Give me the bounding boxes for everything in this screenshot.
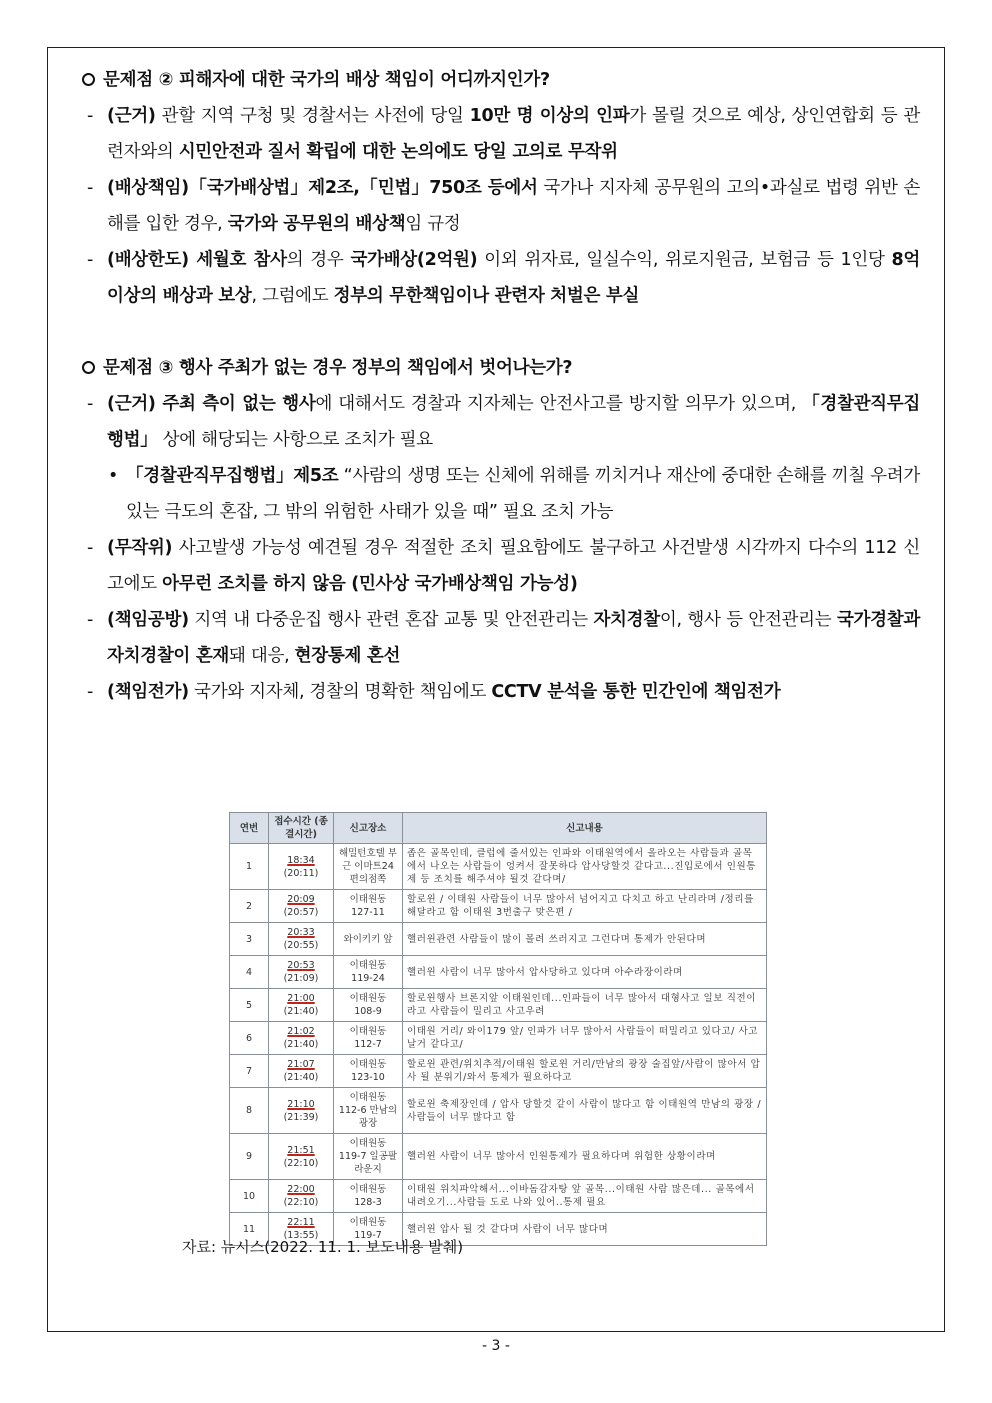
row-content: 이태원 거리/ 와이179 앞/ 인파가 너무 많아서 사람들이 떠밀리고 있다고/ 사고날거 같다고/ (403, 1022, 767, 1055)
row-time (269, 923, 334, 956)
report-table-body (230, 844, 767, 1246)
row-time (269, 1022, 334, 1055)
row-received-time: 18:34 (287, 854, 315, 866)
table-row (230, 1134, 767, 1180)
row-no: 4 (230, 956, 269, 989)
row-time (269, 956, 334, 989)
row-place: 이태원동 112-7 (334, 1022, 403, 1055)
section2-item-liability: - (배상책임)「국가배상법」제2조,「민법」750조 등에서 국가나 지자체 공무원의 고의•과실로 법령 위반 손해를 입한 경우, 국가와 공무원의 배상책임 규정 (87, 178, 920, 234)
row-content: 이태원 위치파악해서...이바돔감자탕 앞 골목...이태원 사람 많은데... 골목에서 내려오기...사람들 도로 나와 있어..통제 필요 (403, 1180, 767, 1213)
circle-bullet-icon (82, 73, 95, 86)
row-closed-time: (13:55) (283, 1230, 319, 1241)
row-time (269, 1134, 334, 1180)
row-time (269, 989, 334, 1022)
row-closed-time: (20:55) (283, 940, 319, 951)
row-closed-time: (21:39) (283, 1111, 319, 1123)
row-no: 9 (230, 1134, 269, 1180)
row-time (269, 890, 334, 923)
section3-item-shift: - (책임전가) 국가와 지자체, 경찰의 명확한 책임에도 CCTV 분석을 통한 민간인에 책임전가 (87, 682, 781, 702)
row-content: 핼러윈 사람이 너무 많아서 압사당하고 있다며 아수라장이라며 (403, 956, 767, 989)
row-time (269, 844, 334, 890)
body-content (82, 62, 920, 710)
row-place: 이태원동 127-11 (334, 890, 403, 923)
section3-item-basis: - (근거) 주최 측이 없는 행사에 대해서도 경찰과 지자체는 안전사고를 방지할 의무가 있으며, 「경찰관직무집행법」 상에 해당되는 사항으로 조치가 필요 (87, 394, 920, 450)
row-received-time: 21:07 (287, 1059, 315, 1070)
section3-title: 문제점 ③ 행사 주최가 없는 경우 정부의 책임에서 벗어나는가? (82, 350, 920, 386)
row-closed-time: (22:10) (283, 1157, 319, 1169)
row-content: 할로윈 관련/위치추적/이태원 할로윈 거리/만남의 광장 술집앞/사람이 많아서 압사 될 분위기/와서 통제가 필요하다고 (403, 1055, 767, 1088)
header-no: 연번 (230, 813, 269, 844)
row-time (269, 1180, 334, 1213)
row-content: 할로윈 축제장인데 / 압사 당할것 같이 사람이 많다고 함 이태원역 만남의 광장 / 사람들이 너무 많다고 함 (403, 1088, 767, 1134)
row-no: 10 (230, 1180, 269, 1213)
row-content: 핼러윈관련 사람들이 많이 몰려 쓰러지고 그런다며 통제가 안된다며 (403, 923, 767, 956)
section3-item-dispute: - (책임공방) 지역 내 다중운집 행사 관련 혼잡 교통 및 안전관리는 자치경찰이, 행사 등 안전관리는 국가경찰과 자치경찰이 혼재돼 대응, 현장통제 혼선 (87, 610, 920, 666)
row-received-time: 22:11 (287, 1217, 315, 1228)
row-received-time: 20:09 (287, 894, 315, 905)
table-row (230, 1022, 767, 1055)
row-content: 좁은 골목인데, 클럽에 줄서있는 인파와 이태원역에서 올라오는 사람들과 골목에서 나오는 사람들이 엉켜서 잘못하다 압사당할것 같다고...진입로에서 인원통제 등 조치를 해주셔야 될것 같다며/ (403, 844, 767, 890)
page-frame (47, 47, 945, 1332)
table-row (230, 989, 767, 1022)
row-place: 이태원동 119-24 (334, 956, 403, 989)
row-no: 11 (230, 1213, 269, 1246)
row-time (269, 1055, 334, 1088)
section2-title: 문제점 ② 피해자에 대한 국가의 배상 책임이 어디까지인가? (82, 62, 920, 98)
row-no: 2 (230, 890, 269, 923)
row-content: 할로윈행사 브론지앞 이태원인데...인파들이 너무 많아서 대형사고 일보 직전이라고 사람들이 밀리고 사고우려 (403, 989, 767, 1022)
table-header-row (230, 813, 767, 844)
section2-item-basis: - (근거) 관할 지역 구청 및 경찰서는 사전에 당일 10만 명 이상의 인파가 몰릴 것으로 예상, 상인연합회 등 관련자와의 시민안전과 질서 확립에 대한 논의에도 당일 고의로 무작위 (87, 106, 920, 162)
row-place: 이태원동 119-7 (334, 1213, 403, 1246)
row-received-time: 21:10 (287, 1098, 315, 1110)
section3-law-bullet: • 「경찰관직무집행법」제5조 “사람의 생명 또는 신체에 위해를 끼치거나 재산에 중대한 손해를 끼칠 우려가 있는 극도의 혼잡, 그 밖의 위험한 사태가 있을 때” 필요 조치 가능 (108, 466, 920, 522)
row-time (269, 1088, 334, 1134)
row-received-time: 21:00 (287, 993, 315, 1004)
header-content: 신고내용 (403, 813, 767, 844)
header-place: 신고장소 (334, 813, 403, 844)
row-closed-time: (21:40) (283, 1006, 319, 1017)
table-row (230, 956, 767, 989)
row-no: 8 (230, 1088, 269, 1134)
table-row (230, 1055, 767, 1088)
row-place: 해밀턴호텔 부근 이마트24 편의점쪽 (334, 844, 403, 890)
row-received-time: 20:33 (287, 927, 315, 938)
row-content: 할로윈 / 이태원 사람들이 너무 많아서 넘어지고 다치고 하고 난리라며 /정리를 해달라고 함 이태원 3번출구 맞은편 / (403, 890, 767, 923)
source-note: 자료: 뉴시스(2022. 11. 1. 보도내용 발췌) (182, 1238, 464, 1256)
row-closed-time: (22:10) (283, 1197, 319, 1208)
row-no: 1 (230, 844, 269, 890)
row-content: 핼러윈 사람이 너무 많아서 인원통제가 필요하다며 위험한 상황이라며 (403, 1134, 767, 1180)
row-no: 5 (230, 989, 269, 1022)
table-row (230, 1088, 767, 1134)
row-content: 핼러윈 압사 될 것 같다며 사람이 너무 많다며 (403, 1213, 767, 1246)
row-received-time: 21:02 (287, 1026, 315, 1037)
row-place: 이태원동 123-10 (334, 1055, 403, 1088)
row-closed-time: (21:40) (283, 1039, 319, 1050)
table-row (230, 890, 767, 923)
section2-item-limit: - (배상한도) 세월호 참사의 경우 국가배상(2억원) 이외 위자료, 일실수익, 위로지원금, 보험금 등 1인당 8억 이상의 배상과 보상, 그럼에도 정부의 무한책임이나 관련자 처벌은 부실 (87, 250, 921, 306)
row-closed-time: (21:09) (283, 973, 319, 984)
row-place: 와이키키 앞 (334, 923, 403, 956)
row-closed-time: (20:11) (283, 867, 319, 879)
row-no: 7 (230, 1055, 269, 1088)
row-received-time: 21:51 (287, 1144, 315, 1156)
row-no: 3 (230, 923, 269, 956)
row-place: 이태원동 119-7 일공팔라운지 (334, 1134, 403, 1180)
table-row (230, 844, 767, 890)
table-row (230, 923, 767, 956)
row-place: 이태원동 112-6 만남의광장 (334, 1088, 403, 1134)
section3-item-inaction: - (무작위) 사고발생 가능성 예견될 경우 적절한 조치 필요함에도 불구하고 사건발생 시각까지 다수의 112 신고에도 아무런 조치를 하지 않음 (민사상 국가배상책임 가능성) (87, 538, 920, 594)
row-place: 이태원동 108-9 (334, 989, 403, 1022)
row-received-time: 22:00 (287, 1184, 315, 1195)
row-closed-time: (20:57) (283, 907, 319, 918)
row-no: 6 (230, 1022, 269, 1055)
page-number: - 3 - (482, 1338, 510, 1354)
circle-bullet-icon (82, 361, 95, 374)
row-closed-time: (21:40) (283, 1072, 319, 1083)
report-table (229, 812, 767, 1246)
header-time: 접수시간 (종결시간) (269, 813, 334, 844)
row-place: 이태원동 128-3 (334, 1180, 403, 1213)
table-row (230, 1180, 767, 1213)
row-received-time: 20:53 (287, 960, 315, 971)
